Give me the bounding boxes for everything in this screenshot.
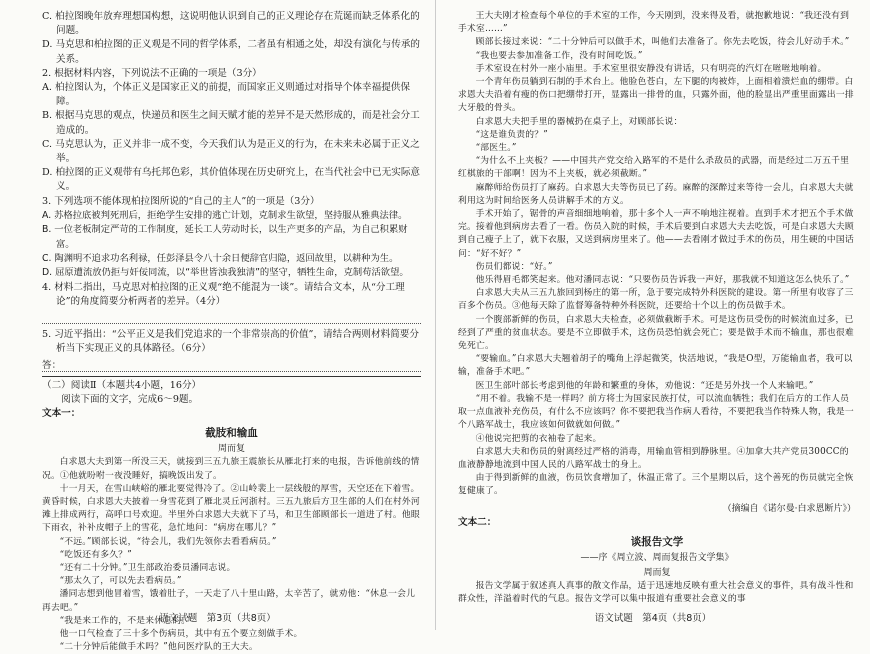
story-paragraph: 白求恩大夫把手里的器械扔在桌子上，对顾部长说：	[475, 116, 683, 127]
answer-label[interactable]: 答：	[42, 359, 421, 372]
story-paragraph: ④他说完把剪的衣袖卷了起来。	[475, 433, 602, 444]
reading-instruction: 阅读下面的文字，完成6～9题。	[61, 393, 199, 405]
story-body-continued	[458, 10, 856, 499]
text2-label: 文本二：	[458, 516, 497, 528]
story-paragraph: 手术开始了，锯骨的声音细细地响着，那十多个人一声不响地注视着。直到手术才把五个手术做完。接着他到病房去看了一看。伤员入院的时候，手术后要到白求恩大夫去吃饭，可是白求恩大夫顾到自己瘦子上了，就下衣服，又送到病房里来了。他——去看刚才做过手术的伤员，用生硬的中国话问：“好不好？”	[458, 209, 854, 259]
story-paragraph: 十一月天，在雪山峡峪的雁北要觉得冷了。②山岭裴上一层线般的厚雪，天空还在下着雪。黄昏时候，白求恩大夫披着一身雪花到了雁北灵丘河浙村。三五九旅后方卫生部的人们在村外河滩上排成两行，高呼口号欢迎。半里外白求恩大夫就下了马，和卫生部顾部长一道进了村。他眼下雨衣，补补皮帽子上的雪花，急忙地问：“病房在哪儿？”	[42, 483, 420, 534]
story-paragraph: “还有二十分钟。”卫生部政治委员潘同志说。	[59, 562, 236, 573]
story-paragraph: “要输血。”白求恩大夫翘着胡子的嘴角上浮起微笑，快活地说，“我是O型，万能输血者，我可以输，准备手术吧。”	[458, 354, 853, 378]
story-paragraph: “不远。”顾部长说，“待会儿，我们先领你去看看病员。”	[59, 536, 277, 547]
section-divider	[42, 376, 421, 393]
q1-option-d: D. 马克思和柏拉图的正义观是不同的哲学体系，二者虽有相通之处，却没有演化与传承的关系。	[42, 39, 421, 65]
story-paragraph: “我也要去参加准备工作，没有时间吃饭。”	[475, 50, 643, 61]
story-paragraph: 伤员们都说：“好。”	[475, 261, 553, 272]
q1-option-c: C. 柏拉图晚年放弃理想国构想，这说明他认识到自己的正义理论存在荒诞而缺乏体系化的问题。	[42, 11, 420, 37]
story-paragraph: 他乐得眉毛都笑起来。他对潘同志说：“只要伤员告诉我一声好，那我就不知道这怎么快乐了。”	[475, 275, 850, 286]
source-note: （摘编自《诺尔曼·白求恩断片》）	[722, 503, 856, 514]
q3-stem: 3. 下列选项不能体现柏拉图所说的“自己的主人”的一项是（3分）	[42, 195, 320, 207]
story-paragraph: 白求恩大夫和伤员的射离经过严格的消毒，用输血管相到静脉里。④加拿大共产党员300CC的血液静静地流到中国人民的八路军战士的身上。	[458, 446, 849, 470]
story-paragraph: 王大夫刚才检查每个单位的手术室的工作，今天刚到，没来得及看，就抱歉地说：“我还没有到手术室……”	[458, 11, 850, 35]
q3-option-c: C. 陶渊明不追求功名利禄，任彭泽县令八十余日便辞官归隐，返回故里，以耕种为生。	[42, 253, 399, 265]
q5-stem: 5. 习近平指出：“公平正义是我们党追求的一个非常崇高的价值”，请结合两则材料简要分析当下实现正义的具体路径。（6分）	[42, 329, 419, 355]
story-paragraph: 白求恩大夫到第一所没三天，就接到三五九旅王震旅长从雁北打来的电报，告诉他前线的情况。①他就吩咐一夜没睡好，搞晚饭出发了。	[42, 457, 420, 481]
story-paragraph: 顾部长接过来说：“二十分钟后可以做手术，叫他们去准备了。你先去吃饭，待会儿好动手术。”	[475, 37, 850, 48]
q2-option-a: A. 柏拉图认为，个体正义是国家正义的前提，而国家正义则通过对指导个体幸福提供保障。	[42, 82, 410, 108]
story-body	[42, 456, 421, 654]
q2-option-c: C. 马克思认为，正义并非一成不变，今天我们认为是正义的行为，在未来未必属于正义之举。	[42, 138, 420, 165]
q4-stem: 4. 材料二指出，马克思对柏拉图的正义观“绝不能混为一谈”。请结合文本，从“分工理论”的角度简要分析两者的差异。（4分）	[42, 281, 405, 308]
page-footer: 语文试题 第3页（共8页）	[159, 613, 276, 624]
q2-option-b: B. 根据马克思的观点，快递员和医生之间天赋才能的差异不是天然形成的，而是社会分工造成的。	[42, 110, 420, 136]
text1-label: 文本一：	[42, 408, 81, 420]
story-paragraph: “为什么不上夹板？——中国共产党交给入路军的不是什么杀敌员的武器，而是经过二万五千里红棋旅的干部啊！因为不上夹板，就必须截断。”	[458, 156, 850, 180]
story-paragraph: 一个青年伤员躺到石制的手术台上。他脸色苍白，左下腿的肉被炸，上面相着溃烂血的绷带。白求恩大夫沿着有瘦的伤口把绷带打开，显露出一排骨的血，只露外面，他的脸显出严重里面露出一排大牙般的骨头。	[458, 77, 854, 114]
story-title: 截肢和输血	[205, 427, 258, 440]
story-paragraph: “用不着。我输不是一样吗？前方将士为国家民族打仗，可以流血牺牲；我们在后方的工作人员取一点血液补充伤员，有什么不应该吗？你不要把我当作病人看待，不要把我当作特殊人物，我是一个八路军战士，我应该如何做就如何做。”	[458, 393, 854, 431]
essay-title: 谈报告文学	[630, 535, 684, 548]
page-footer: 语文试题 第4页（共8页）	[594, 613, 712, 624]
answer-line[interactable]	[42, 311, 421, 324]
story-paragraph: “部医生。”	[475, 143, 517, 154]
story-paragraph: 白求恩大夫从三五九旅回到杨庄的第一所，急于要完成特外科医院的建设。第一所里有收容了三百多个伤员。③他每天除了监督筹备特种外科医院，还要给十个以上的伤员做手术。	[458, 288, 854, 312]
essay-paragraph: 报告文学属于叙述真人真事的散文作品，适于迅速地反映有重大社会意义的事件，具有战斗性和群众性，洋溢着时代的气息。报告文学可以集中报道有重要社会意义的事	[458, 580, 854, 604]
exam-page-4	[435, 0, 870, 630]
story-author: 周而复	[217, 444, 245, 455]
essay-author: 周而复	[643, 567, 671, 578]
q2-option-d: D. 柏拉图的正义观带有乌托邦色彩，其价值体现在历史研究上，在当代社会中已无实际意义。	[42, 167, 421, 193]
story-paragraph: “这是谁负责的？”	[475, 129, 548, 140]
section-2-heading: （二）阅读Ⅱ（本题共4小题，16分）	[42, 379, 202, 391]
story-paragraph: 麻醉师给伤员打了麻药。白求恩大夫等伤员已了药。麻醉的深醉过来等待一会儿，白求恩大夫就利用这为时间给医务人员讲解手术的方义。	[458, 182, 854, 206]
q2-stem: 2. 根据材料内容，下列说法不正确的一项是（3分）	[42, 67, 262, 79]
q3-option-d: D. 屈原遭流放仍拒与奸佞同流，以“举世皆浊我独清”的坚守，牺牲生命，克制苟活欲望。	[42, 267, 409, 279]
story-paragraph: 一个腹部新鲜的伤员，白求恩大夫检查，必须做截断手术。可是这伤员受伤的时候流血过多，已经到了严重的贫血状态。要是不立即做手术，这伤员恐怕就会死亡；要是做手术而不输血，那也很难免死亡。	[458, 314, 854, 352]
story-paragraph: “那太久了，可以先去看病员。”	[59, 576, 182, 587]
q3-option-b: B. 一位老板制定严苛的工作制度，延长工人劳动时长，以生产更多的产品，为自己积累财富。	[42, 224, 408, 250]
story-paragraph: “二十分钟后能做手术吗？”他问医疗队的王大夫。	[59, 642, 258, 653]
exam-page-3	[0, 0, 435, 653]
story-paragraph: “我是来工作的，不是来休息的。”	[59, 615, 191, 626]
story-paragraph: “吃饭还有多久？”	[59, 549, 132, 560]
story-paragraph: 由于得到新鲜的血液，伤员饮食增加了，休温正常了。三个星期以后，这个善死的伤员就完全恢复健康了。	[458, 473, 854, 497]
q3-option-a: A. 苏格拉底被判死刑后，拒绝学生安排的逃亡计划，克制求生欲望，坚持服从雅典法律。	[42, 209, 408, 221]
essay-subtitle: ——序《周立波、周而复报告文学集》	[580, 552, 734, 563]
story-paragraph: 手术室设在村外一座小庙里。手术室里很安静没有讲话，只有明亮的汽灯在咝咝地响着。	[475, 63, 827, 74]
story-paragraph: 潘同志想到他冒着雪，饿着肚子，一天走了八十里山路，太辛苦了，就劝他：“休息一会儿再去吧。”	[42, 589, 416, 613]
story-paragraph: 他一口气检查了三十多个伤病员，其中有五个要立刻做手术。	[59, 628, 303, 639]
story-paragraph: 医卫生部叶部长考虑到他的年龄和繁重的身体，劝他说：“还是另外找一个人来输吧。”	[475, 380, 814, 391]
